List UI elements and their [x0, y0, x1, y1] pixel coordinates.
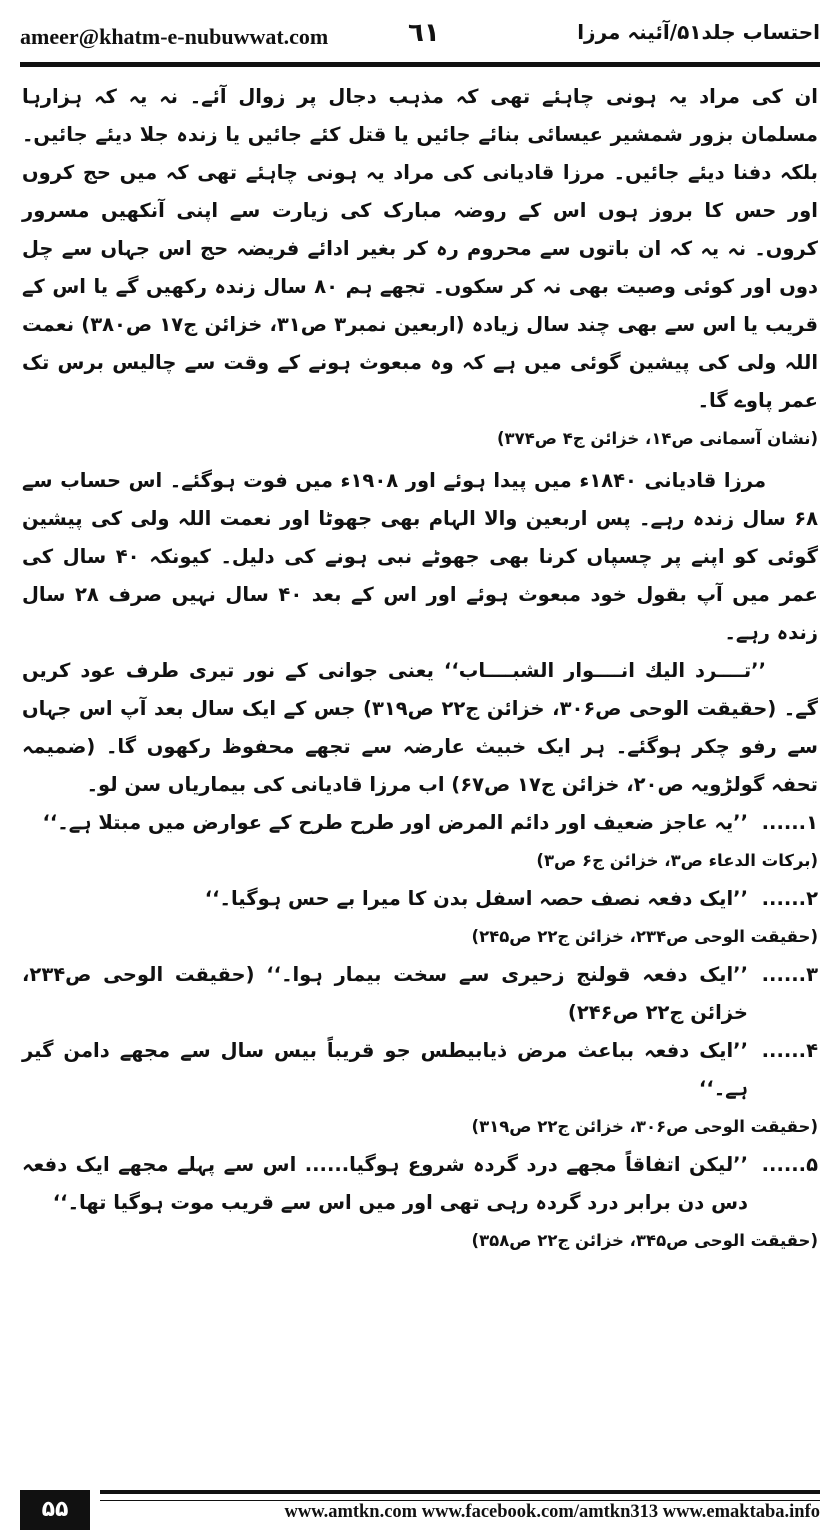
- list-item: [22, 1032, 818, 1108]
- list-item: [22, 804, 818, 842]
- header-rule: [20, 62, 820, 67]
- page-footer: [20, 1490, 820, 1530]
- reference-1: (نشان آسمانی ص۱۴، خزائن ج۴ ص۳۷۴): [497, 429, 818, 448]
- list-item-reference: (حقیقت الوحی ص۳۴۵، خزائن ج۲۲ ص۳۵۸): [471, 1231, 818, 1250]
- list-item: [22, 956, 818, 1032]
- list-item: [22, 1146, 818, 1222]
- header-page-number: ٦١: [408, 18, 440, 48]
- list-item-text: ’’یہ عاجز ضعیف اور دائم المرض اور طرح طرح کے عوارض میں مبتلا ہے۔‘‘: [42, 811, 748, 834]
- list-item-reference: (برکات الدعاء ص۳، خزائن ج۶ ص۳): [536, 851, 818, 870]
- page-header: [20, 18, 820, 58]
- list-item-text: ’’لیکن اتفاقاً مجھے درد گردہ شروع ہوگیا...... اس سے پہلے مجھے ایک دفعہ دس دن برابر درد گردہ رہی تھی اور میں اس سے قریب موت ہوگیا تھا۔‘‘: [22, 1153, 748, 1214]
- list-item-text: ’’ایک دفعہ بباعث مرض ذیابیطس جو قریباً بیس سال سے مجھے دامن گیر ہے۔‘‘: [22, 1039, 748, 1100]
- footer-rule: [100, 1490, 820, 1501]
- list-item-number: ۲......: [761, 887, 818, 910]
- list-item-reference: (حقیقت الوحی ص۲۳۴، خزائن ج۲۲ ص۲۴۵): [471, 927, 818, 946]
- page-badge: ۵۵: [20, 1490, 90, 1530]
- list-item-number: ۵......: [761, 1153, 818, 1176]
- page-body: [22, 78, 818, 1260]
- header-email: ameer@khatm-e-nubuwwat.com: [20, 24, 329, 49]
- list-item-text: ’’ایک دفعہ قولنج زحیری سے سخت بیمار ہوا۔‘‘ (حقیقت الوحی ص۲۳۴، خزائن ج۲۲ ص۲۴۶): [22, 963, 748, 1024]
- list-item-number: ۳......: [761, 963, 818, 986]
- footer-links: www.amtkn.com www.facebook.com/amtkn313 www.emaktaba.info: [284, 1502, 820, 1522]
- list-item: [22, 880, 818, 918]
- paragraph-2: مرزا قادیانی ۱۸۴۰ء میں پیدا ہوئے اور ۱۹۰۸ء میں فوت ہوگئے۔ اس حساب سے ۶۸ سال زندہ رہے۔ پس اربعین والا الہام بھی جھوٹا اور نعمت اللہ ولی کی پیشین گوئی کو اپنے پر چسپاں کرنا بھی جھوٹے نبی ہونے کی دلیل۔ کیونکہ ۴۰ سال کی عمر میں آپ بقول خود مبعوث ہوئے اور اس کے بعد ۴۰ سال نہیں صرف ۲۸ سال زندہ رہے۔: [22, 469, 818, 644]
- list-item-reference: (حقیقت الوحی ص۳۰۶، خزائن ج۲۲ ص۳۱۹): [471, 1117, 818, 1136]
- header-book-title: احتساب جلد۵۱/آئینہ مرزا: [577, 20, 820, 44]
- paragraph-3: ’’تــــرد الیك انــــوار الشبــــاب‘‘ یعنی جوانی کے نور تیری طرف عود کریں گے۔ (حقیقت الوحی ص۳۰۶، خزائن ج۲۲ ص۳۱۹) جس کے ایک سال بعد آپ اس جہاں سے رفو چکر ہوگئے۔ ہر ایک خبیث عارضہ سے تجھے محفوظ رکھوں گا۔ (ضمیمہ تحفہ گولڑویہ ص۲۰، خزائن ج۱۷ ص۶۷) اب مرزا قادیانی کی بیماریاں سن لو۔: [22, 659, 818, 796]
- list-item-number: ۱......: [761, 811, 818, 834]
- list-item-text: ’’ایک دفعہ نصف حصہ اسفل بدن کا میرا بے حس ہوگیا۔‘‘: [204, 887, 748, 910]
- list-item-number: ۴......: [761, 1039, 818, 1062]
- paragraph-1: ان کی مراد یہ ہونی چاہئے تھی کہ مذہب دجال پر زوال آئے۔ نہ یہ کہ ہزارہا مسلمان بزور شمشیر عیسائی بنائے جائیں یا قتل کئے جائیں یا زندہ جلا دیئے جائیں۔ بلکہ دفنا دیئے جائیں۔ مرزا قادیانی کی مراد یہ ہونی چاہئے تھی کہ میں حج کروں اور حس کا بروز ہوں اس کے روضہ مبارک کی زیارت سے اپنی آنکھیں مسرور کروں۔ نہ یہ کہ ان باتوں سے محروم رہ کر بغیر ادائے فریضہ حج اس جہاں سے چل دوں اور کوئی وصیت بھی نہ کر سکوں۔ تجھے ہم ۸۰ سال زندہ رکھیں گے یا اس کے قریب یا اس سے بھی چند سال زیادہ (اربعین نمبر۳ ص۳۱، خزائن ج۱۷ ص۳۸۰) نعمت اللہ ولی کی پیشین گوئی میں ہے کہ وہ مبعوث ہونے کے وقت سے چالیس برس تک عمر پاوے گا۔: [22, 85, 819, 412]
